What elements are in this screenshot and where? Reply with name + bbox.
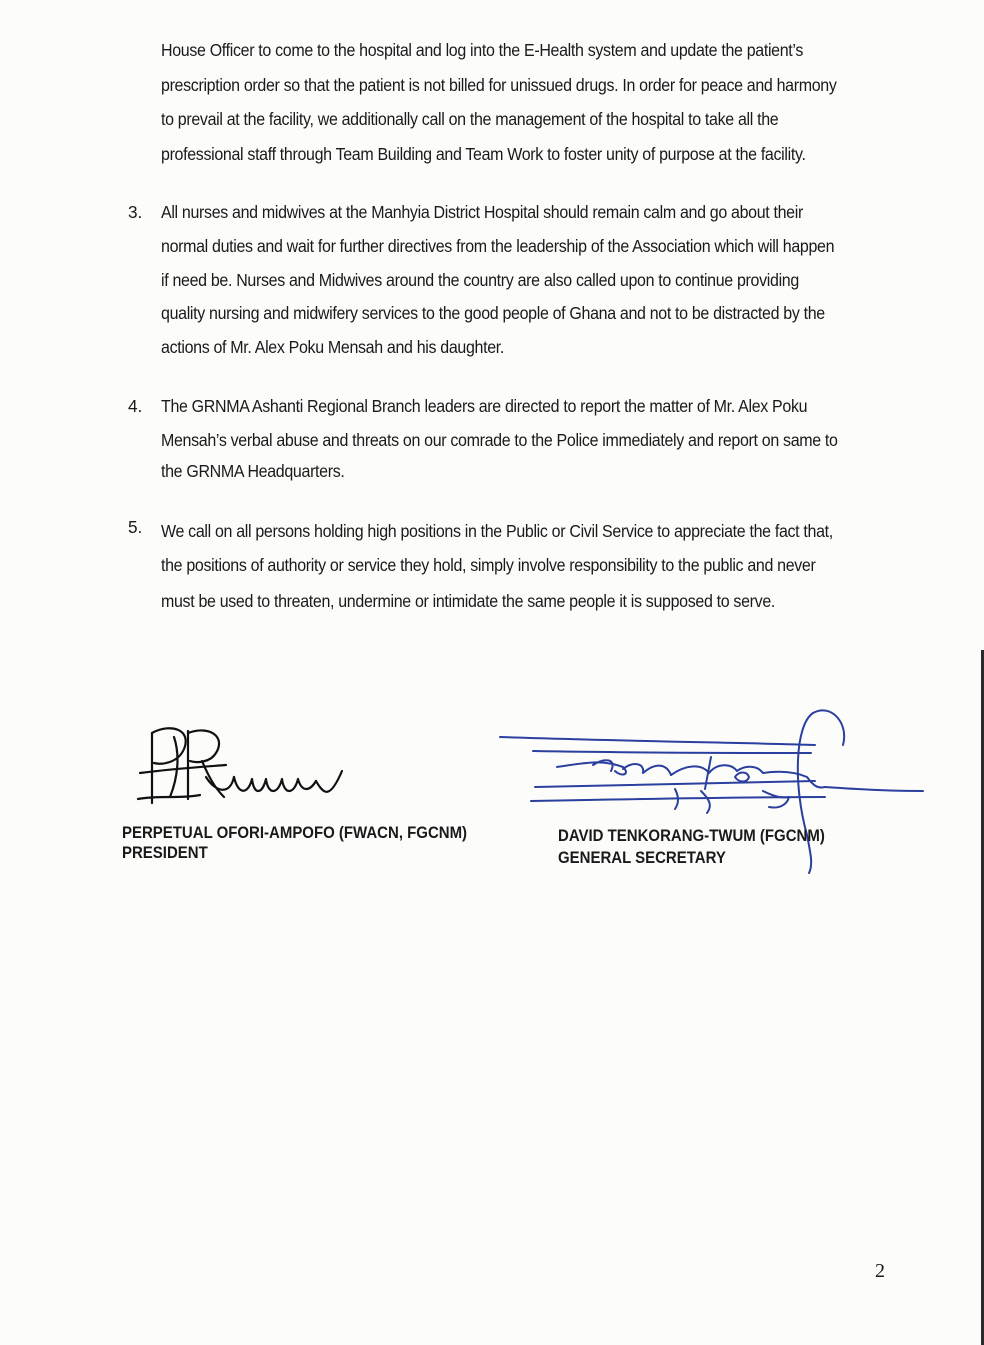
text-line: to prevail at the facility, we additionally call on the management of the hospital to take all the bbox=[161, 109, 779, 129]
text-line: The GRNMA Ashanti Regional Branch leaders are directed to report the matter of Mr. Alex Poku bbox=[161, 396, 808, 416]
text-line: We call on all persons holding high positions in the Public or Civil Service to appreciate the fact that, bbox=[161, 521, 833, 541]
general-secretary-name: DAVID TENKORANG-TWUM (FGCNM) bbox=[558, 827, 825, 845]
text-line: All nurses and midwives at the Manhyia District Hospital should remain calm and go about their bbox=[161, 202, 803, 222]
text-line: House Officer to come to the hospital and log into the E-Health system and update the patient’s bbox=[161, 40, 804, 60]
president-signature bbox=[130, 715, 360, 810]
item-number: 4. bbox=[128, 396, 143, 416]
text-line: the GRNMA Headquarters. bbox=[161, 461, 345, 481]
page-number: 2 bbox=[875, 1260, 885, 1282]
item-number: 3. bbox=[128, 202, 143, 222]
text-line: quality nursing and midwifery services to the good people of Ghana and not to be distracted by the bbox=[161, 303, 825, 323]
text-line: normal duties and wait for further directives from the leadership of the Association which will happen bbox=[161, 236, 835, 256]
president-name: PERPETUAL OFORI-AMPOFO (FWACN, FGCNM) bbox=[122, 824, 468, 842]
text-line: the positions of authority or service they hold, simply involve responsibility to the public and never bbox=[161, 555, 816, 575]
general-secretary-title: GENERAL SECRETARY bbox=[558, 849, 726, 867]
text-line: prescription order so that the patient is not billed for unissued drugs. In order for peace and harmony bbox=[161, 75, 837, 95]
text-line: Mensah’s verbal abuse and threats on our comrade to the Police immediately and report on same to bbox=[161, 430, 838, 450]
text-line: if need be. Nurses and Midwives around the country are also called upon to continue providing bbox=[161, 270, 799, 290]
president-title: PRESIDENT bbox=[122, 844, 208, 862]
text-line: actions of Mr. Alex Poku Mensah and his daughter. bbox=[161, 337, 505, 357]
item-number: 5. bbox=[128, 517, 143, 537]
text-line: professional staff through Team Building and Team Work to foster unity of purpose at the facility. bbox=[161, 144, 806, 164]
text-line: must be used to threaten, undermine or intimidate the same people it is supposed to serve. bbox=[161, 591, 776, 611]
